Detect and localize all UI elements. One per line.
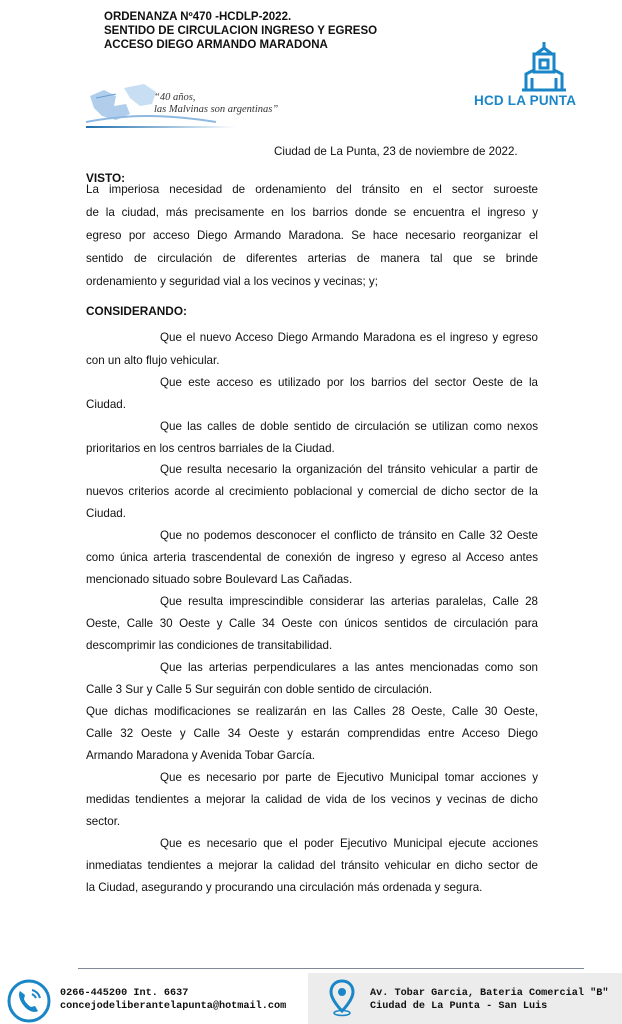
- considerando-line: Armando Maradona y Avenida Tobar García.: [86, 749, 316, 762]
- footer-email[interactable]: concejodeliberantelapunta@hotmail.com: [60, 1001, 287, 1012]
- visto-line: sentido de circulación de diferentes arterias de manera tal que se brinde: [86, 252, 538, 265]
- footer-contact: [60, 987, 286, 1013]
- considerando-line: Que el nuevo Acceso Diego Armando Maradona es el ingreso y egreso: [160, 331, 538, 344]
- considerando-line: Que resulta necesario la organización del tránsito vehicular a partir de: [160, 463, 538, 476]
- considerando-line: mencionado situado sobre Boulevard Las Cañadas.: [86, 573, 353, 586]
- considerando-line: Que es necesario por parte de Ejecutivo Municipal tomar acciones y: [160, 771, 538, 784]
- phone-icon: [6, 978, 52, 1024]
- considerando-line: sector.: [86, 815, 121, 828]
- title-line-1: ORDENANZA Nº470 -HCDLP-2022.: [104, 11, 292, 23]
- considerando-line: descomprimir las condiciones de transitabilidad.: [86, 639, 333, 652]
- location-pin-icon: [328, 979, 356, 1017]
- visto-line: de la ciudad, más precisamente en los barrios donde se encuentra el ingreso y: [86, 206, 538, 219]
- considerando-line: Oeste, Calle 30 Oeste y Calle 34 Oeste con únicos sentidos de circulación para: [86, 617, 538, 630]
- considerando-line: como única arteria trascendental de conexión de ingreso y egreso al Acceso antes: [86, 551, 538, 564]
- considerando-line: Que este acceso es utilizado por los barrios del sector Oeste de la: [160, 376, 538, 389]
- considerando-line: prioritarios en los centros barriales de la Ciudad.: [86, 442, 335, 455]
- considerando-line: Que no podemos desconocer el conflicto de tránsito en Calle 32 Oeste: [160, 529, 538, 542]
- considerando-line: con un alto flujo vehicular.: [86, 354, 220, 367]
- hcd-building-icon: [520, 40, 568, 92]
- considerando-line: Que las calles de doble sentido de circulación se utilizan como nexos: [160, 420, 538, 433]
- considerando-line: la Ciudad, asegurando y procurando una circulación más ordenada y segura.: [86, 881, 483, 894]
- footer-address: [370, 987, 608, 1013]
- footer-phone: 0266-445200 Int. 6637: [60, 988, 189, 999]
- malvinas-line-1: “40 años,: [154, 92, 196, 103]
- considerando-line: Que es necesario que el poder Ejecutivo Municipal ejecute acciones: [160, 837, 538, 850]
- hcd-logo-text: HCD LA PUNTA: [474, 93, 577, 108]
- considerando-line: Calle 3 Sur y Calle 5 Sur seguirán con doble sentido de circulación.: [86, 683, 433, 696]
- footer-city-line: Ciudad de La Punta - San Luis: [370, 1001, 548, 1012]
- considerando-line: inmediatas tendientes a mejorar la calidad del tránsito vehicular en dicho sector de: [86, 859, 538, 872]
- header-divider: [86, 126, 236, 128]
- document-date: Ciudad de La Punta, 23 de noviembre de 2022.: [274, 145, 518, 158]
- visto-line: ordenamiento y seguridad vial a los vecinos y vecinas; y;: [86, 275, 378, 288]
- malvinas-slogan: [154, 92, 278, 116]
- considerando-line: Ciudad.: [86, 398, 126, 411]
- considerando-line: nuevos criterios acorde al crecimiento poblacional y comercial de dicho sector de la: [86, 485, 538, 498]
- footer-divider: [78, 968, 584, 969]
- footer-address-line: Av. Tobar Garcia, Bateria Comercial "B": [370, 988, 609, 999]
- considerando-line: Que las arterias perpendiculares a las antes mencionadas como son: [160, 661, 538, 674]
- considerando-line: Que dichas modificaciones se realizarán en las Calles 28 Oeste, Calle 30 Oeste,: [86, 705, 538, 718]
- malvinas-line-2: las Malvinas son argentinas”: [154, 104, 279, 115]
- visto-line: La imperiosa necesidad de ordenamiento del tránsito en el sector suroeste: [86, 183, 538, 196]
- considerando-line: Ciudad.: [86, 507, 126, 520]
- visto-line: egreso por acceso Diego Armando Maradona. Se hace necesario reorganizar el: [86, 229, 538, 242]
- title-line-3: ACCESO DIEGO ARMANDO MARADONA: [104, 39, 328, 51]
- title-line-2: SENTIDO DE CIRCULACION INGRESO Y EGRESO: [104, 25, 378, 37]
- considerando-line: Que resulta imprescindible considerar las arterias paralelas, Calle 28: [160, 595, 538, 608]
- visto-heading: VISTO:: [86, 171, 126, 185]
- considerando-line: Calle 32 Oeste y Calle 34 Oeste y estarán comprendidas entre Acceso Diego: [86, 727, 538, 740]
- considerando-heading: CONSIDERANDO:: [86, 304, 187, 318]
- ordinance-title: [104, 10, 377, 52]
- considerando-line: medidas tendientes a mejorar la calidad de vida de los vecinos y vecinas de dicho: [86, 793, 538, 806]
